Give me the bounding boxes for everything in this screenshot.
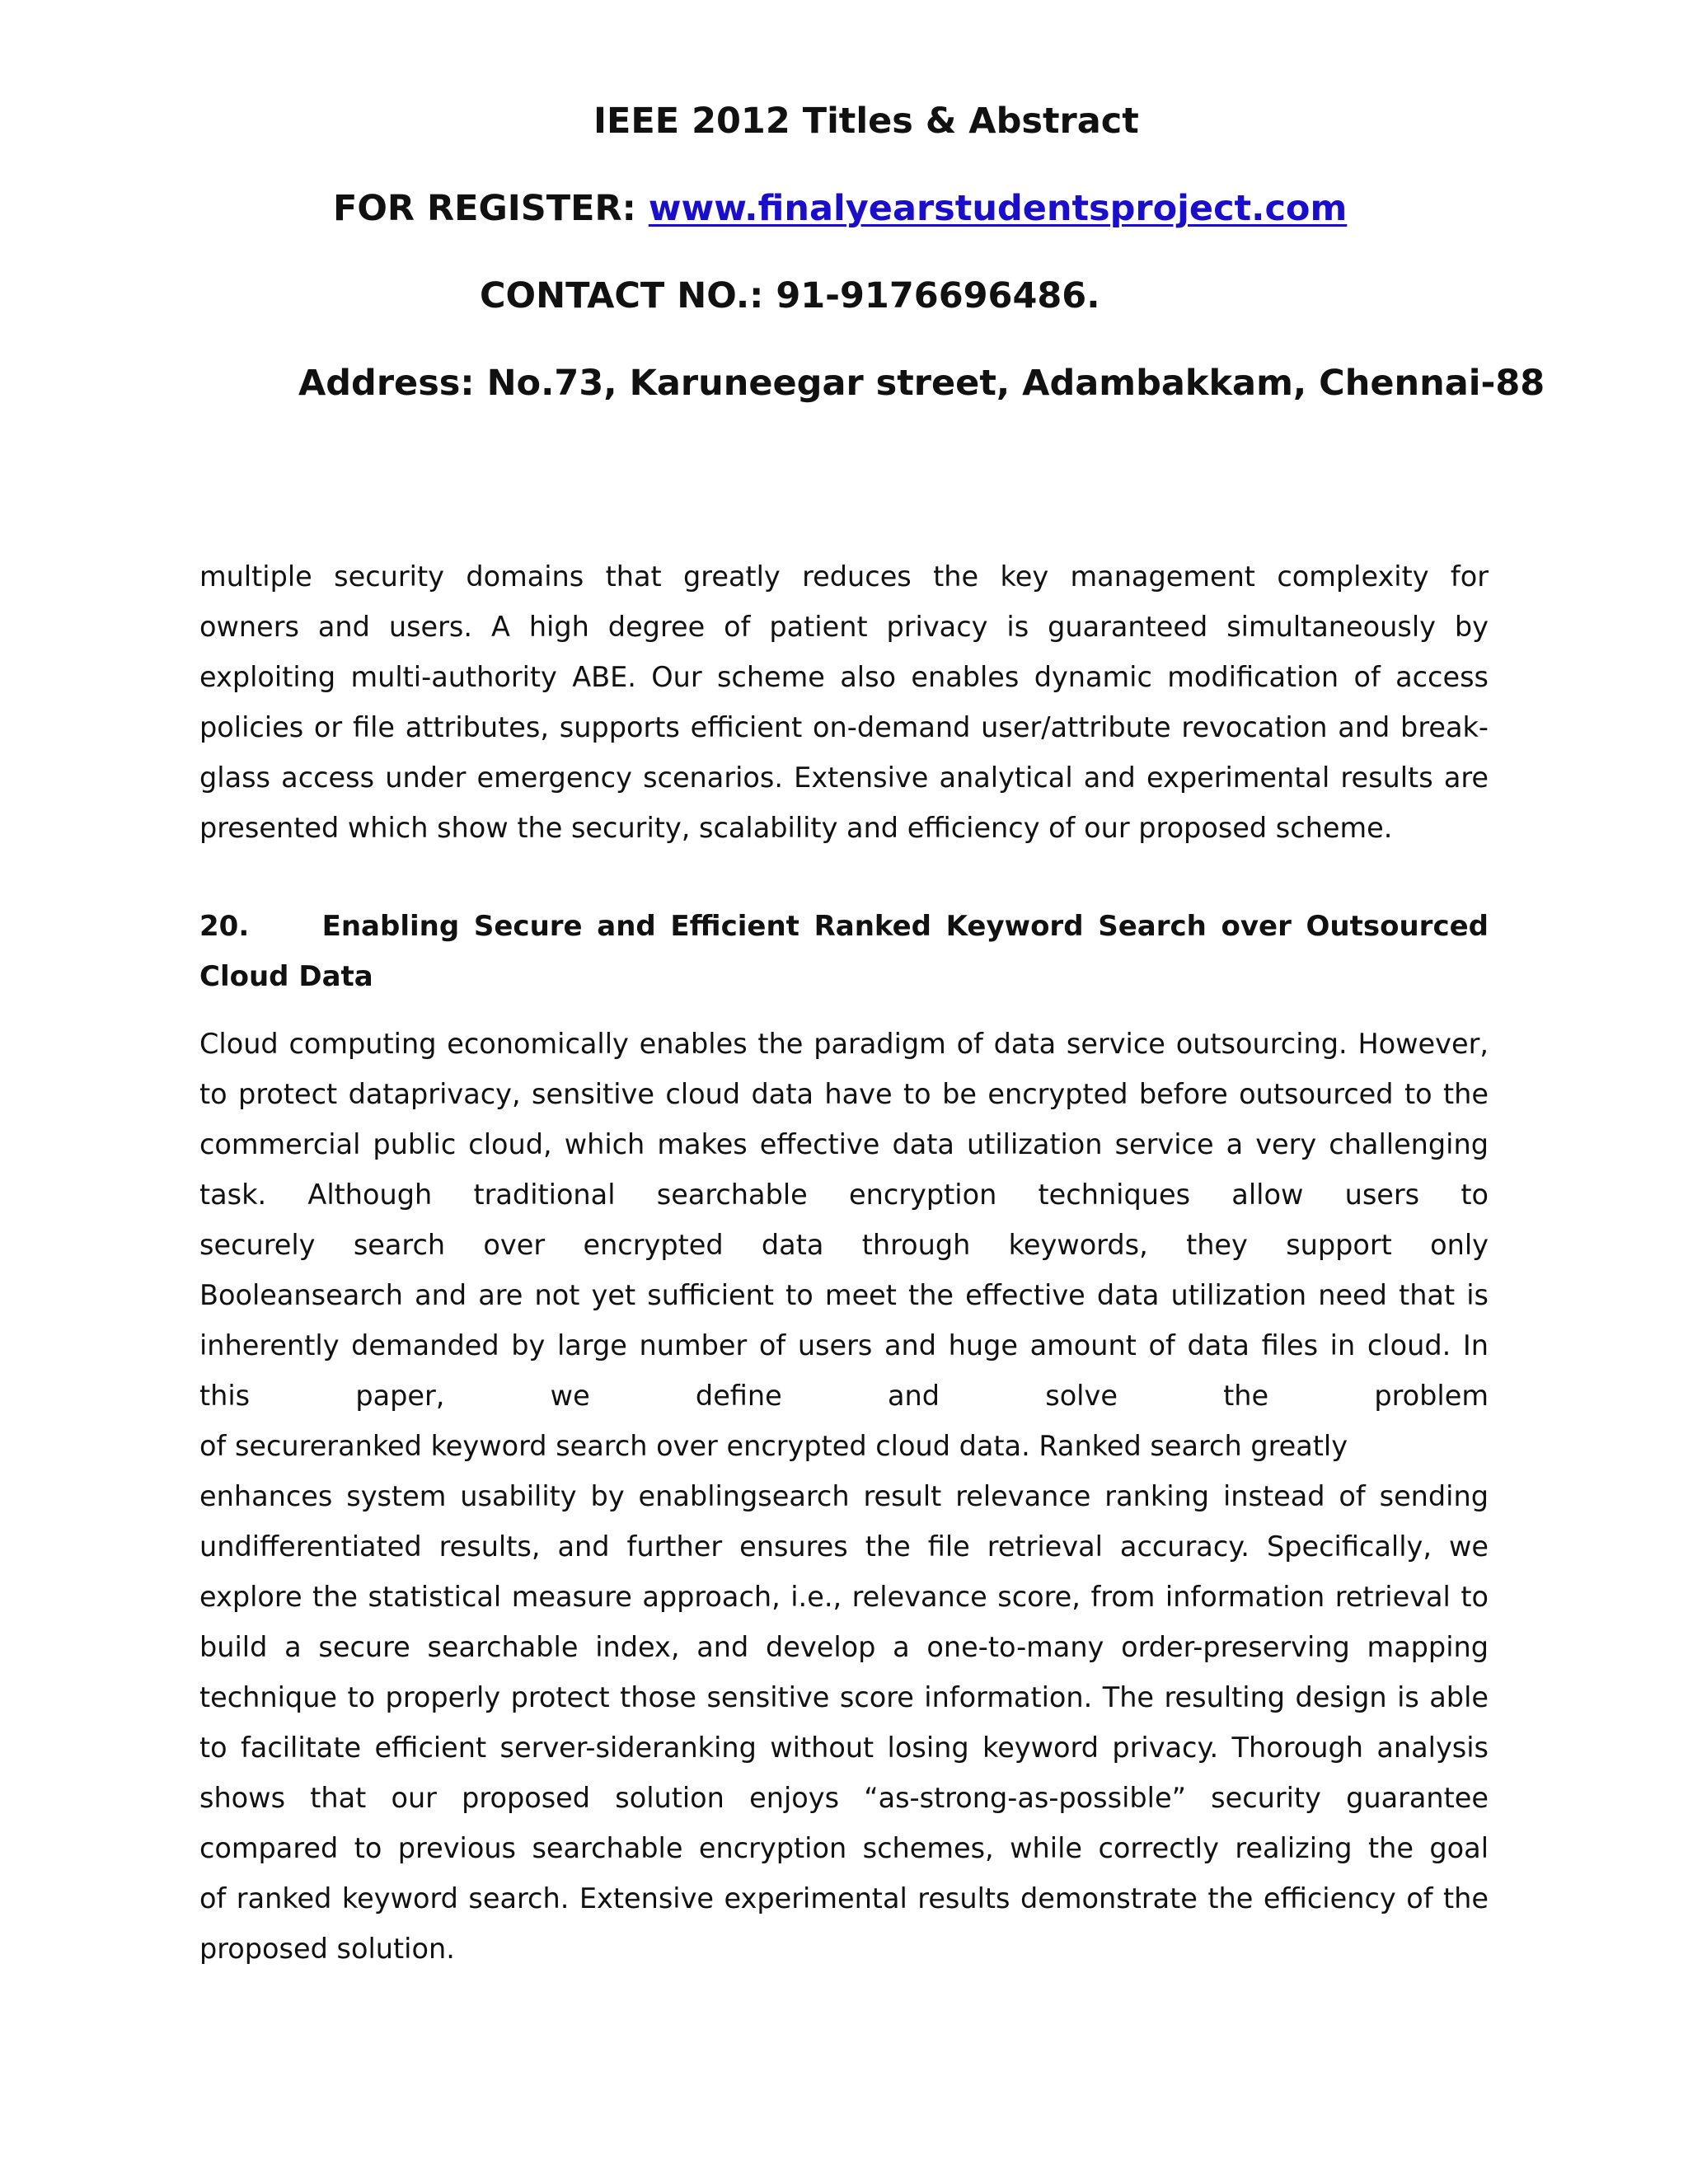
address: Address: No.73, Karuneegar street, Adambakkam, Chennai-88: [298, 363, 1545, 404]
text-line: owners and users. A high degree of patient privacy is guaranteed simultaneously by: [199, 611, 1489, 643]
register-line: [333, 188, 1348, 229]
text-line: compared to previous searchable encryption schemes, while correctly realizing the goal: [199, 1832, 1489, 1864]
text-line: of secureranked keyword search over encrypted cloud data. Ranked search greatly: [199, 1430, 1348, 1462]
register-label: FOR REGISTER:: [333, 188, 649, 229]
text-line: Cloud computing economically enables the paradigm of data service outsourcing. However,: [199, 1028, 1489, 1060]
text-line: shows that our proposed solution enjoys “as-strong-as-possible” security guarantee: [199, 1782, 1489, 1814]
text-line: explore the statistical measure approach, i.e., relevance score, from information retrieval to: [199, 1581, 1489, 1613]
text-line: build a secure searchable index, and develop a one-to-many order-preserving mapping: [199, 1631, 1489, 1663]
text-line: of ranked keyword search. Extensive experimental results demonstrate the efficiency of the: [199, 1882, 1489, 1915]
text-line: commercial public cloud, which makes effective data utilization service a very challenging: [199, 1128, 1489, 1160]
section-title-continued: Cloud Data: [199, 960, 373, 993]
text-line: exploiting multi-authority ABE. Our scheme also enables dynamic modification of access: [199, 661, 1489, 693]
text-line: to protect dataprivacy, sensitive cloud data have to be encrypted before outsourced to the: [199, 1078, 1489, 1110]
register-link[interactable]: www.finalyearstudentsproject.com: [648, 188, 1348, 229]
contact-number: CONTACT NO.: 91-9176696486.: [480, 275, 1100, 316]
text-line: proposed solution.: [199, 1933, 455, 1965]
abstract-paragraph: [199, 1019, 1489, 1974]
section-heading-line: [199, 902, 1489, 952]
intro-paragraph: [199, 551, 1489, 853]
text-line: glass access under emergency scenarios. Extensive analytical and experimental results are: [199, 762, 1489, 794]
text-line: multiple security domains that greatly reduces the key management complexity for: [199, 560, 1489, 593]
text-line: this paper, we define and solve the problem: [199, 1380, 1489, 1412]
text-line: inherently demanded by large number of users and huge amount of data files in cloud. In: [199, 1329, 1489, 1361]
text-line: enhances system usability by enablingsearch result relevance ranking instead of sending: [199, 1480, 1489, 1512]
section-number: 20.: [199, 910, 250, 943]
text-line: undifferentiated results, and further ensures the file retrieval accuracy. Specifically, we: [199, 1530, 1489, 1563]
page-title: IEEE 2012 Titles & Abstract: [593, 101, 1139, 142]
text-line: to facilitate efficient server-sideranking without losing keyword privacy. Thorough analysis: [199, 1732, 1489, 1764]
text-line: technique to properly protect those sensitive score information. The resulting design is able: [199, 1681, 1489, 1713]
text-line: securely search over encrypted data through keywords, they support only: [199, 1229, 1489, 1261]
text-line: policies or file attributes, supports efficient on-demand user/attribute revocation and break-: [199, 711, 1489, 743]
section-heading: [199, 902, 1489, 1002]
section-title: Enabling Secure and Efficient Ranked Keyword Search over Outsourced: [321, 910, 1489, 943]
text-line: presented which show the security, scalability and efficiency of our proposed scheme.: [199, 812, 1393, 844]
text-line: task. Although traditional searchable encryption techniques allow users to: [199, 1179, 1489, 1211]
text-line: Booleansearch and are not yet sufficient to meet the effective data utilization need that is: [199, 1279, 1489, 1311]
